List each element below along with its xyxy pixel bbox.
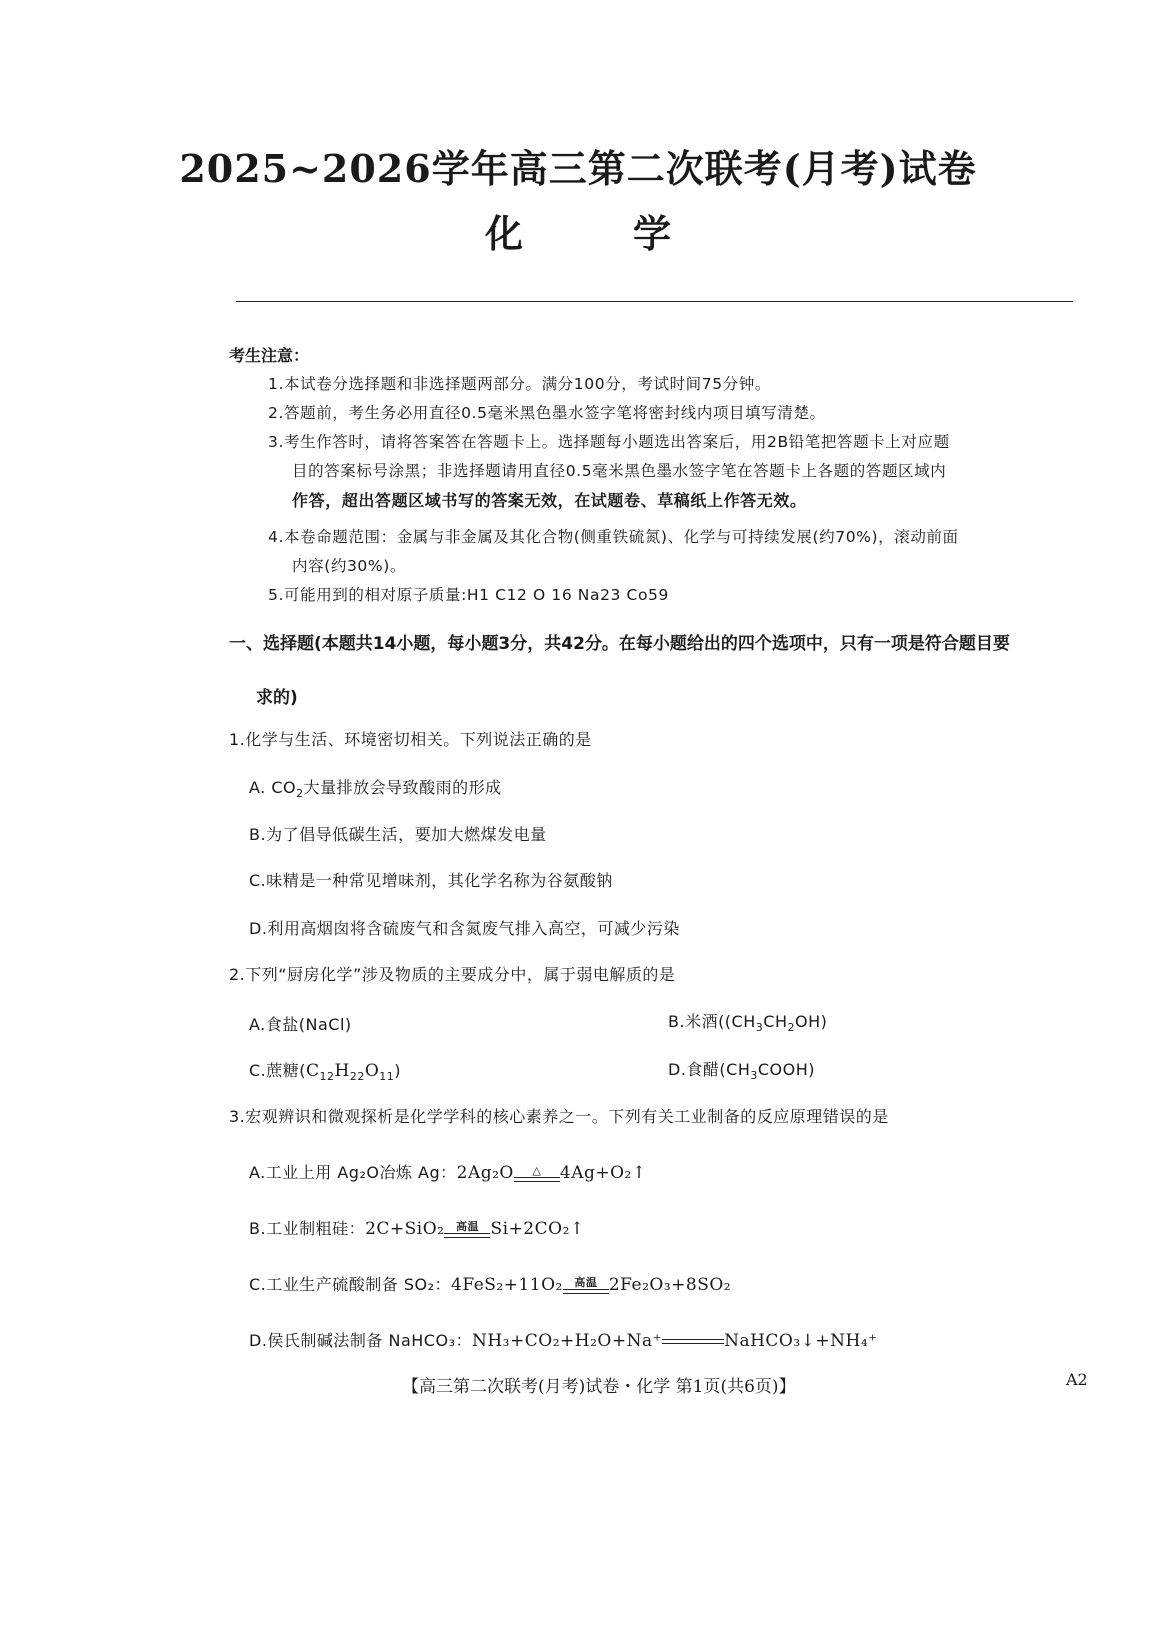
- notice-item: 5.可能用到的相对原子质量:H1 C12 O 16 Na23 Co59: [268, 586, 669, 604]
- exam-title: 2025~2026学年高三第二次联考(月考)试卷: [179, 146, 977, 191]
- question-3-option-c: C.工业生产硫酸制备 SO₂：4FeS₂+11O₂ 高温 2Fe₂O₃+8SO₂: [249, 1275, 732, 1295]
- question-2-option-b: B.米酒($(CH_3CH_2OH)$: [668, 1012, 828, 1035]
- notice-item: 作答，超出答题区域书写的答案无效，在试题卷、草稿纸上作答无效。: [292, 491, 807, 510]
- notice-item: 2.答题前，考生务必用直径0.5毫米黑色墨水签字笔将密封线内项目填写清楚。: [268, 404, 826, 422]
- question-2-option-c: C.蔗糖$(C_{12}H_{22}O_{11})$: [249, 1061, 402, 1084]
- question-1-option-d: D.利用高烟囱将含硫废气和含氮废气排入高空，可减少污染: [249, 919, 680, 938]
- question-1-option-a: A. $CO_2$大量排放会导致酸雨的形成: [249, 778, 502, 801]
- question-3-stem: 3.宏观辨识和微观探析是化学学科的核心素养之一。下列有关工业制备的反应原理错误的是: [229, 1107, 889, 1126]
- question-1-option-b: B.为了倡导低碳生活，要加大燃煤发电量: [249, 825, 547, 844]
- notice-title: 考生注意：: [229, 346, 310, 365]
- notice-item: 1.本试卷分选择题和非选择题两部分。满分100分，考试时间75分钟。: [268, 375, 771, 393]
- question-1-stem: 1.化学与生活、环境密切相关。下列说法正确的是: [229, 730, 592, 749]
- reaction-equals: [662, 1339, 724, 1344]
- notice-item: 3.考生作答时，请将答案答在答题卡上。选择题每小题选出答案后，用2B铅笔把答题卡上对应题: [268, 433, 950, 451]
- question-3-option-a: A.工业上用 Ag₂O冶炼 Ag：2Ag₂O △ 4Ag+O₂↑: [249, 1163, 647, 1183]
- notice-item: 内容(约30%)。: [292, 557, 406, 575]
- notice-item: 目的答案标号涂黑；非选择题请用直径0.5毫米黑色墨水签字笔在答题卡上各题的答题区域内: [292, 462, 947, 480]
- section-heading-cont: 求的): [256, 688, 298, 708]
- reaction-arrow: 高温: [444, 1221, 490, 1238]
- question-2-option-a: A.食盐(NaCl): [249, 1015, 352, 1034]
- reaction-arrow: △: [514, 1165, 560, 1182]
- question-2-option-d: D.食醋$(CH_3COOH)$: [668, 1060, 815, 1083]
- question-2-stem: 2.下列“厨房化学”涉及物质的主要成分中，属于弱电解质的是: [229, 965, 676, 984]
- notice-item: 4.本卷命题范围：金属与非金属及其化合物(侧重铁硫氮)、化学与可持续发展(约70%)，滚动前面: [268, 528, 959, 546]
- subject-title: 化学: [484, 211, 781, 256]
- reaction-arrow: 高温: [563, 1277, 609, 1294]
- title-divider: [236, 301, 1073, 302]
- page-footer: 【高三第二次联考(月考)试卷・化学 第1页(共6页)】: [402, 1377, 796, 1397]
- question-1-option-c: C.味精是一种常见增味剂，其化学名称为谷氨酸钠: [249, 871, 613, 890]
- section-heading: 一、选择题(本题共14小题，每小题3分，共42分。在每小题给出的四个选项中，只有一项是符合题目要: [229, 634, 1010, 654]
- question-3-option-d: D.侯氏制碱法制备 NaHCO₃：NH₃+CO₂+H₂O+Na⁺ NaHCO₃↓+NH₄⁺: [249, 1331, 878, 1351]
- paper-code: A2: [1066, 1370, 1088, 1389]
- question-3-option-b: B.工业制粗硅：2C+SiO₂ 高温 Si+2CO₂↑: [249, 1219, 585, 1239]
